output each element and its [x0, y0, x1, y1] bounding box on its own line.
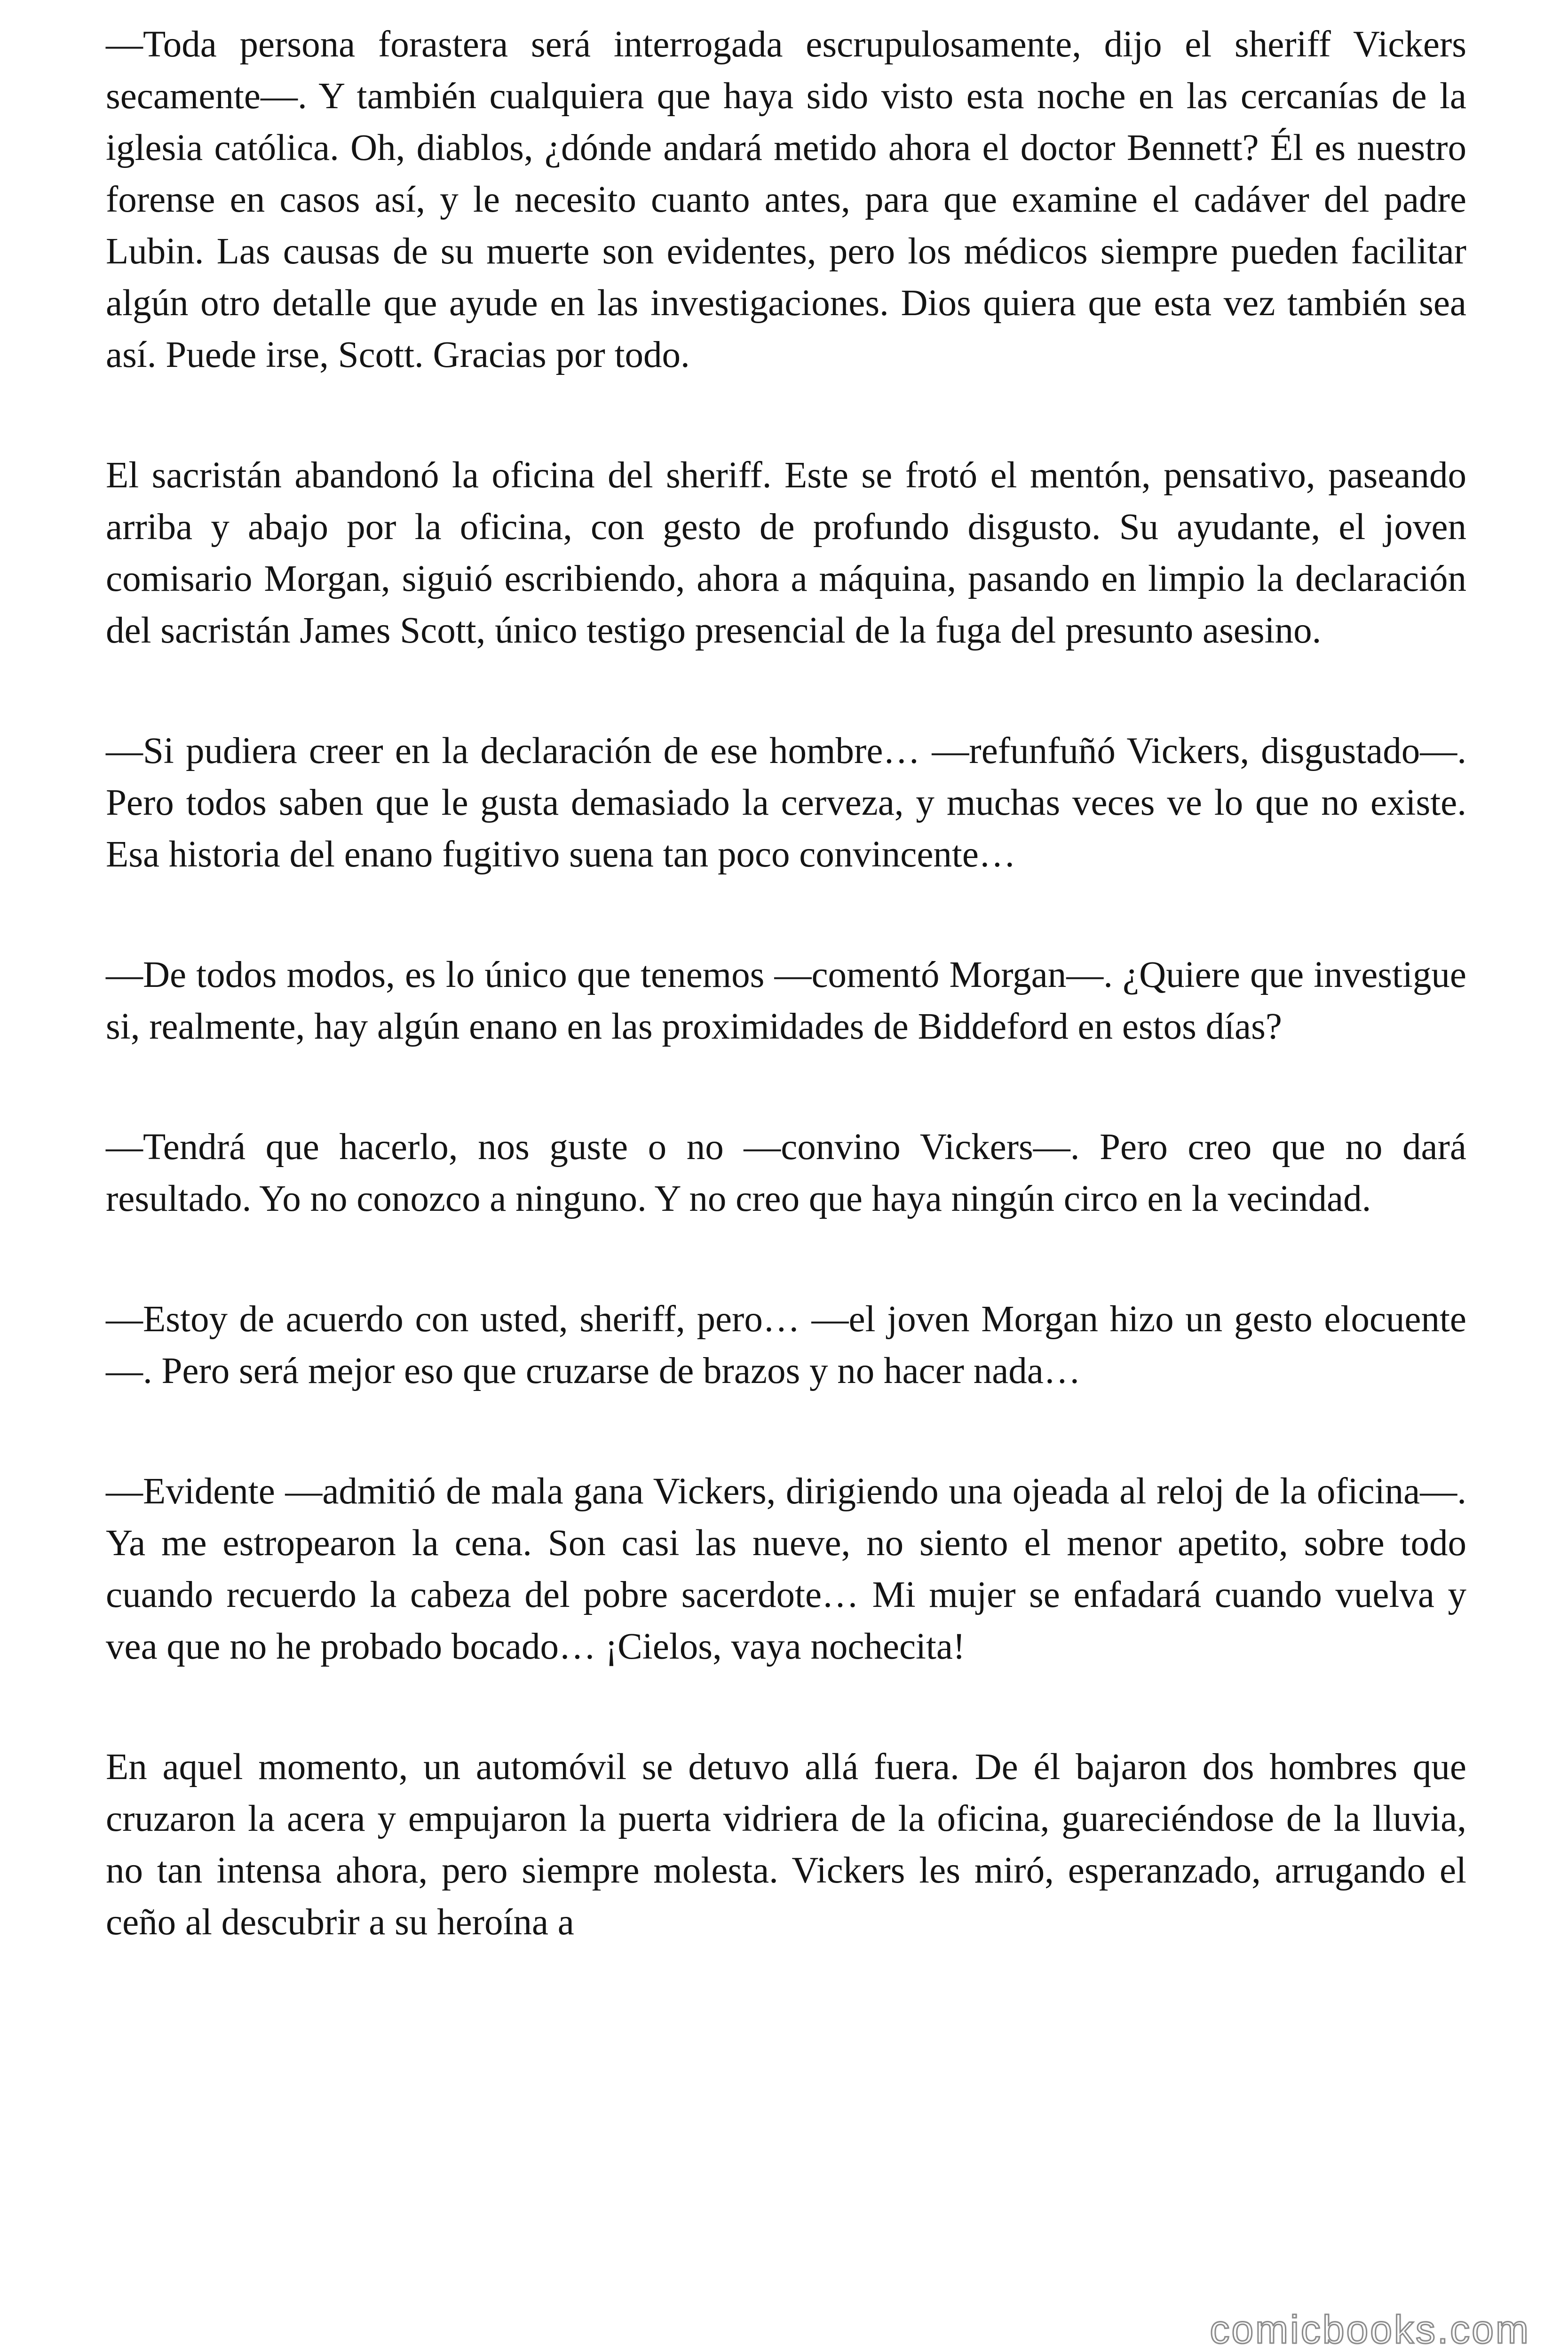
- paragraph-6: —Estoy de acuerdo con usted, sheriff, pero… —el joven Morgan hizo un gesto elocuente—. Pero será mejor eso que cruzarse de brazos y no hacer nada…: [106, 1299, 1466, 1391]
- paragraph-8: En aquel momento, un automóvil se detuvo allá fuera. De él bajaron dos hombres que cruzaron la acera y empujaron la puerta vidriera de la oficina, guareciéndose de la lluvia, no tan intensa ahora, pero siempre molesta. Vickers les miró, esperanzado, arrugando el ceño al descubrir a su heroína a: [106, 1747, 1466, 1943]
- paragraph-1: —Toda persona forastera será interrogada escrupulosamente, dijo el sheriff Vickers secamente—. Y también cualquiera que haya sido visto esta noche en las cercanías de la iglesia católica. Oh, diablos, ¿dónde andará metido ahora el doctor Bennett? Él es nuestro forense en casos así, y le necesito cuanto antes, para que examine el cadáver del padre Lubin. Las causas de su muerte son evidentes, pero los médicos siempre pueden facilitar algún otro detalle que ayude en las investigaciones. Dios quiera que esta vez también sea así. Puede irse, Scott. Gracias por todo.: [106, 24, 1466, 375]
- paragraph-2: El sacristán abandonó la oficina del sheriff. Este se frotó el mentón, pensativo, paseando arriba y abajo por la oficina, con gesto de profundo disgusto. Su ayudante, el joven comisario Morgan, siguió escribiendo, ahora a máquina, pasando en limpio la declaración del sacristán James Scott, único testigo presencial de la fuga del presunto asesino.: [106, 455, 1466, 651]
- book-page: [106, 19, 1466, 1948]
- paragraph-7: —Evidente —admitió de mala gana Vickers, dirigiendo una ojeada al reloj de la oficina—. Ya me estropearon la cena. Son casi las nueve, no siento el menor apetito, sobre todo cuando recuerdo la cabeza del pobre sacerdote… Mi mujer se enfadará cuando vuelva y vea que no he probado bocado… ¡Cielos, vaya nochecita!: [106, 1471, 1466, 1667]
- site-watermark: comicbooks.com: [1191, 2307, 1530, 2352]
- paragraph-3: —Si pudiera creer en la declaración de ese hombre… —refunfuñó Vickers, disgustado—. Pero todos saben que le gusta demasiado la cerveza, y muchas veces ve lo que no existe. Esa historia del enano fugitivo suena tan poco convincente…: [106, 731, 1466, 875]
- paragraph-5: —Tendrá que hacerlo, nos guste o no —convino Vickers—. Pero creo que no dará resultado. Yo no conozco a ninguno. Y no creo que haya ningún circo en la vecindad.: [106, 1127, 1466, 1219]
- paragraph-4: —De todos modos, es lo único que tenemos —comentó Morgan—. ¿Quiere que investigue si, realmente, hay algún enano en las proximidades de Biddeford en estos días?: [106, 954, 1466, 1047]
